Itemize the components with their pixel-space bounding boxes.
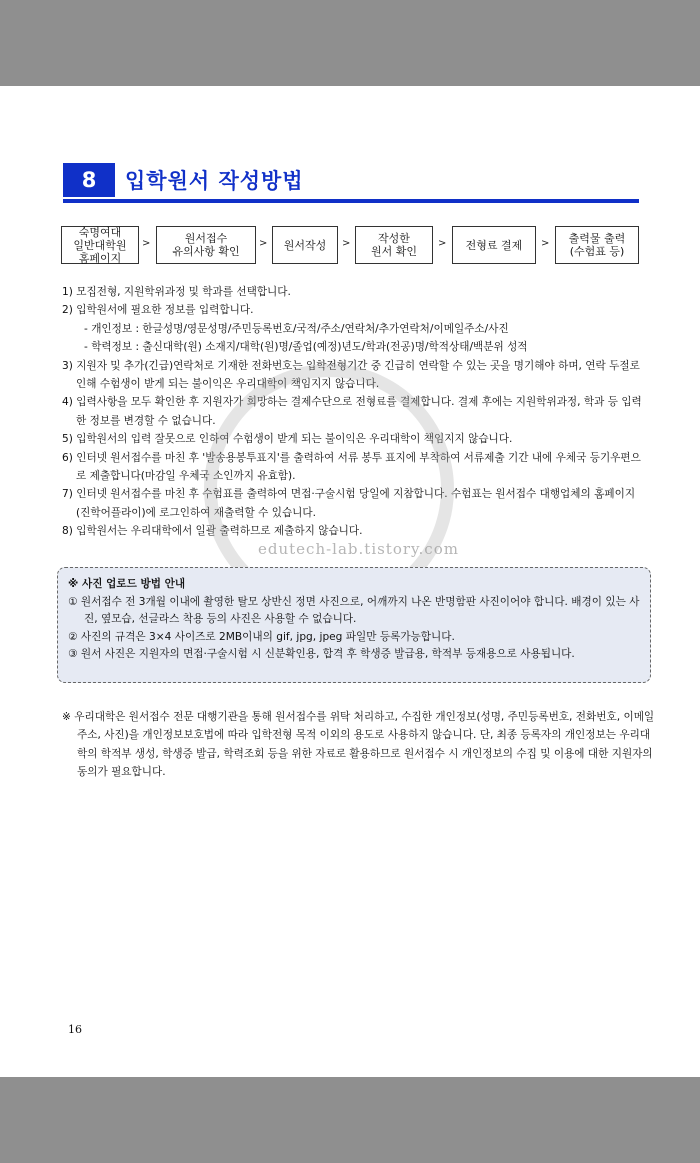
instruction-item: 2) 입학원서에 필요한 정보를 입력합니다. bbox=[62, 304, 254, 317]
instruction-item: 6) 인터넷 원서접수를 마친 후 '발송용봉투표지'를 출력하여 서류 봉투 표지에 부착하여 서류제출 기간 내에 우체국 등기우편으로 제출합니다(마감일 우체국 소인까지 유효함). bbox=[62, 451, 641, 483]
privacy-note: ※ 우리대학은 원서접수 전문 대행기관을 통해 원서접수를 위탁 처리하고, 수집한 개인정보(성명, 주민등록번호, 전화번호, 이메일 주소, 사진)을 개인정보보호법에 따라 입학전형 목적 이외의 용도로 사용하지 않습니다. 단, 최종 등록자의 개인정보는 우리대학의 학적부 생성, 학생증 발급, 학력조회 등을 위한 자료로 활용하므로 원서접수 시 개인정보의 수집 및 이용에 대한 지원자의 동의가 필요합니다. bbox=[62, 711, 655, 779]
instruction-item: 5) 입학원서의 입력 잘못으로 인하여 수험생이 받게 되는 불이익은 우리대학이 책임지지 않습니다. bbox=[62, 433, 513, 446]
viewer-top-band bbox=[0, 0, 700, 86]
instruction-item: 8) 입학원서는 우리대학에서 일괄 출력하므로 제출하지 않습니다. bbox=[62, 525, 363, 538]
viewer-bottom-band bbox=[0, 1077, 700, 1163]
instruction-item: 4) 입력사항을 모두 확인한 후 지원자가 희망하는 결제수단으로 전형료를 결제합니다. 결제 후에는 지원학위과정, 학과 등 입력한 정보를 변경할 수 없습니다. bbox=[62, 396, 642, 427]
page-number: 16 bbox=[68, 1023, 82, 1036]
process-step-write-form: 원서작성 bbox=[272, 226, 338, 264]
photo-guide-item: ③ 원서 사진은 지원자의 면접·구술시험 시 신분확인용, 합격 후 학생증 발급용, 학적부 등재용으로 사용됩니다. bbox=[68, 648, 575, 661]
process-step-print-ticket: 출력물 출력 (수험표 등) bbox=[555, 226, 639, 264]
instruction-item: 1) 모집전형, 지원학위과정 및 학과를 선택합니다. bbox=[62, 286, 291, 298]
process-arrow: > bbox=[541, 238, 550, 249]
instruction-item: 3) 지원자 및 추가(긴급)연락처로 기재한 전화번호는 입학전형기간 중 긴급히 연락할 수 있는 곳을 명기해야 하며, 연락 두절로 인해 수험생이 받게 되는 불이익은 우리대학이 책임지지 않습니다. bbox=[62, 359, 640, 391]
section-heading bbox=[63, 163, 639, 205]
process-step-check-notice: 원서접수 유의사항 확인 bbox=[156, 226, 256, 264]
photo-upload-guide-box bbox=[57, 567, 651, 683]
photo-guide-item: ① 원서접수 전 3개월 이내에 촬영한 탈모 상반신 정면 사진으로, 어깨까지 나온 반명함판 사진이어야 합니다. 배경이 있는 사진, 옆모습, 선글라스 착용 등의 사진은 사용할 수 없습니다. bbox=[68, 595, 640, 626]
instruction-subitem: - 개인정보 : 한글성명/영문성명/주민등록번호/국적/주소/연락처/추가연락처/이메일주소/사진 bbox=[84, 322, 509, 335]
section-number-badge: 8 bbox=[63, 163, 115, 197]
photo-guide-title: ※ 사진 업로드 방법 안내 bbox=[68, 578, 186, 590]
process-arrow: > bbox=[142, 238, 151, 249]
section-title: 입학원서 작성방법 bbox=[125, 169, 304, 193]
instruction-subitem: - 학력정보 : 출신대학(원) 소재지/대학(원)명/졸업(예정)년도/학과(전공)명/학적상태/백분위 성적 bbox=[84, 341, 528, 354]
process-flow bbox=[61, 226, 641, 266]
process-arrow: > bbox=[342, 238, 351, 249]
process-step-pay-fee: 전형료 결제 bbox=[452, 226, 536, 264]
process-arrow: > bbox=[259, 238, 268, 249]
photo-guide-item: ② 사진의 규격은 3×4 사이즈로 2MB이내의 gif, jpg, jpeg 파일만 등록가능합니다. bbox=[68, 630, 455, 643]
instruction-item: 7) 인터넷 원서접수를 마친 후 수험표를 출력하여 면접·구술시험 당일에 지참합니다. 수험표는 원서접수 대행업체의 홈페이지(진학어플라이)에 로그인하여 재출력할 수 있습니다. bbox=[62, 488, 636, 519]
process-step-homepage: 숙명여대 일반대학원 홈페이지 bbox=[61, 226, 139, 264]
watermark-text: edutech-lab.tistory.com bbox=[258, 540, 459, 558]
process-step-confirm-form: 작성한 원서 확인 bbox=[355, 226, 433, 264]
process-arrow: > bbox=[438, 238, 447, 249]
heading-rule bbox=[63, 199, 639, 203]
